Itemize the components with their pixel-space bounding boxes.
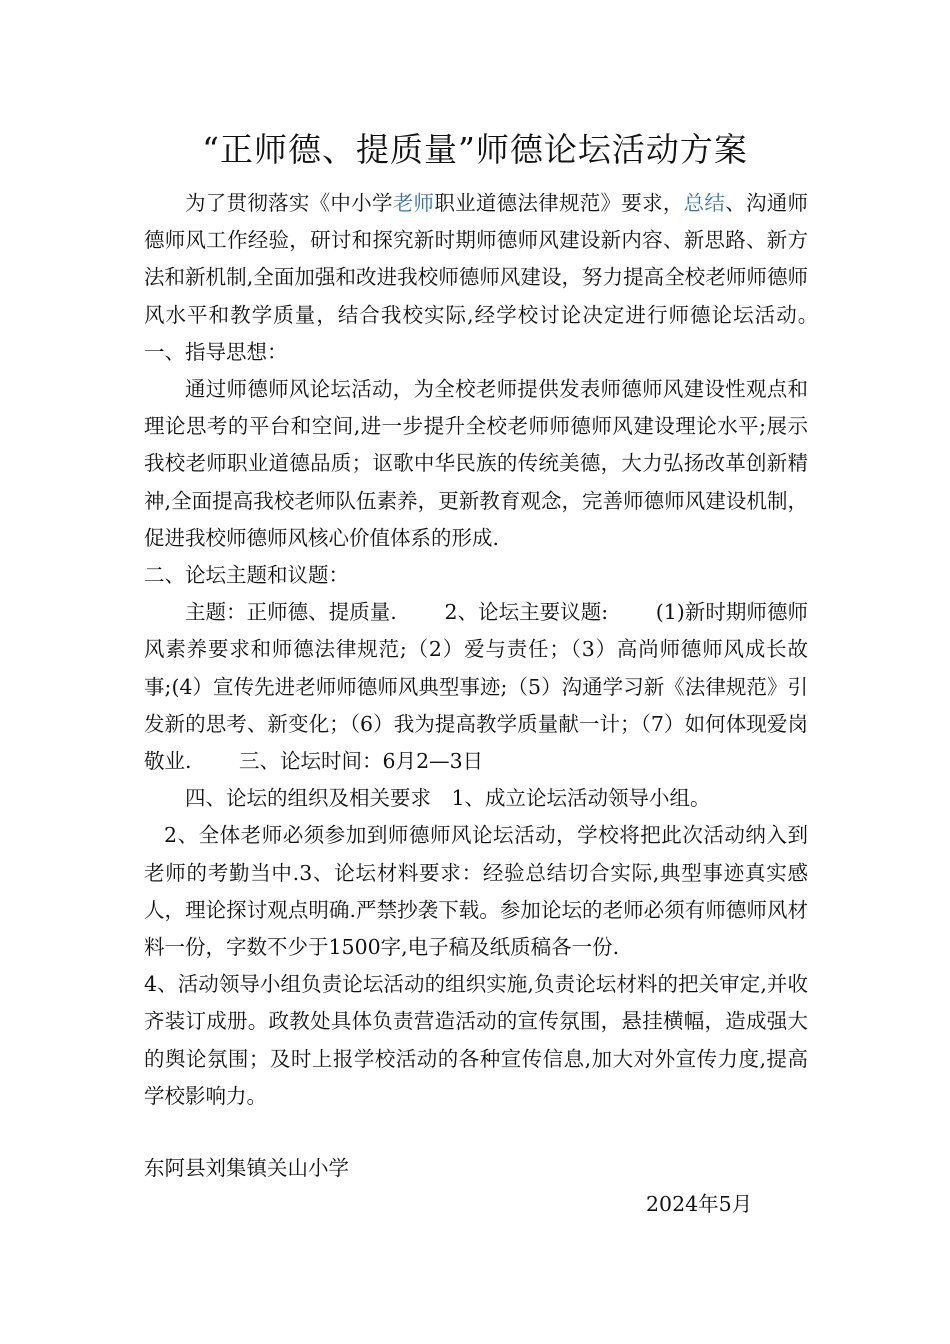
paragraph-intro: [144, 185, 856, 371]
paragraph-organization: 四、论坛的组织及相关要求 1、成立论坛活动领导小组。: [185, 786, 711, 811]
paragraph-requirements: 2、全体老师必须参加到师德师风论坛活动，学校将把此次活动纳入到老师的考勤当中.3、论坛材料要求：经验总结切合实际,典型事迹真实感人，理论探讨观点明确.严禁抄袭下载。参加论坛的老师必须有师德师风材料一份，字数不少于1500字,电子稿及纸质稿各一份.: [144, 823, 808, 960]
document-title: “正师德、提质量”师德论坛活动方案: [202, 130, 748, 169]
document-date: 2024年5月: [646, 1192, 753, 1216]
summary-link[interactable]: 总结: [683, 191, 726, 215]
intro-text-c: 、沟通师德师风工作经验，研讨和探究新时期师德师风建设新内容、新思路、新方法和新机制,全面加强和改进我校师德师风建设，努力提高全校老师师德师风水平和教学质量，结合我校实际,经学校讨论决定进行师德论坛活动。 一、指导思想：: [144, 191, 856, 364]
paragraph-guiding-thought: 通过师德师风论坛活动，为全校老师提供发表师德师风建设性观点和理论思考的平台和空间,进一步提升全校老师师德师风建设理论水平;展示我校老师职业道德品质；讴歌中华民族的传统美德，大力弘扬改革创新精神,全面提高我校老师队伍素养，更新教育观念，完善师德师风建设机制，促进我校师德师风核心价值体系的形成.: [144, 377, 808, 550]
intro-text-b: 职业道德法律规范》要求，: [434, 191, 684, 215]
paragraph-themes: 主题：正师德、提质量. 2、论坛主要议题: (1)新时期师德师风素养要求和师德法律规范;（2）爱与责任；（3）高尚师德师风成长故事;(4）宣传先进老师师德师风典型事迹;（5）沟通学习新《法律规范》引发新的思考、新变化；（6）我为提高教学质量献一计；（7）如何体现爱岗敬业. 三、论坛时间：6月2—3日: [144, 600, 808, 774]
section-heading-themes: 二、论坛主题和议题：: [144, 563, 349, 588]
teacher-link[interactable]: 老师: [392, 191, 435, 215]
paragraph-leadership: 4、活动领导小组负责论坛活动的组织实施,负责论坛材料的把关审定,并收齐装订成册。政教处具体负责营造活动的宣传氛围，悬挂横幅，造成强大的舆论氛围；及时上报学校活动的各种宣传信息,加大对外宣传力度,提高学校影响力。: [144, 972, 808, 1108]
intro-text-a: 为了贯彻落实《中小学: [185, 191, 393, 215]
organization-name: 东阿县刘集镇关山小学: [144, 1156, 349, 1180]
document-body: [144, 185, 856, 1115]
